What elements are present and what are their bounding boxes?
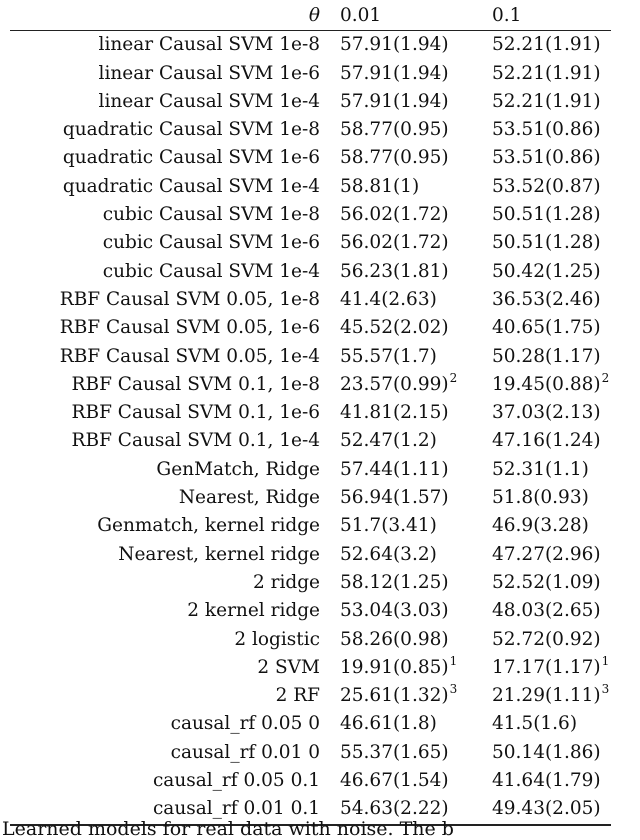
value-theta-0.01 bbox=[330, 144, 482, 172]
table-row bbox=[10, 116, 611, 144]
cell-value: 50.42(1.25) bbox=[492, 260, 601, 282]
cell-value: 46.9(3.28) bbox=[492, 515, 589, 537]
value-theta-0.1 bbox=[482, 654, 611, 682]
cell-value: 41.4(2.63) bbox=[340, 288, 437, 310]
cell-value: 52.47(1.2) bbox=[340, 430, 437, 452]
value-theta-0.01 bbox=[330, 258, 482, 286]
cell-value: 41.81(2.15) bbox=[340, 402, 449, 424]
column-header-0.1: 0.1 bbox=[482, 2, 611, 31]
results-table bbox=[10, 2, 611, 826]
row-method-label: cubic Causal SVM 1e-4 bbox=[102, 260, 320, 282]
table-body bbox=[10, 31, 611, 825]
value-theta-0.1 bbox=[482, 427, 611, 455]
cell-value: 57.91(1.94) bbox=[340, 34, 449, 56]
table-row bbox=[10, 60, 611, 88]
cell-value: 23.57(0.99) bbox=[340, 373, 449, 395]
row-method-label: RBF Causal SVM 0.1, 1e-4 bbox=[71, 430, 320, 452]
value-theta-0.1 bbox=[482, 314, 611, 342]
table-row bbox=[10, 88, 611, 116]
cell-value: 58.12(1.25) bbox=[340, 571, 449, 593]
row-method-label: RBF Causal SVM 0.05, 1e-6 bbox=[59, 317, 320, 339]
value-theta-0.01 bbox=[330, 569, 482, 597]
cell-value: 50.51(1.28) bbox=[492, 232, 601, 254]
value-theta-0.1 bbox=[482, 484, 611, 512]
cell-value: 49.43(2.05) bbox=[492, 798, 601, 820]
value-theta-0.01 bbox=[330, 371, 482, 399]
value-theta-0.01 bbox=[330, 201, 482, 229]
row-method-label: quadratic Causal SVM 1e-4 bbox=[62, 175, 320, 197]
cell-value: 58.26(0.98) bbox=[340, 628, 449, 650]
cell-value: 56.94(1.57) bbox=[340, 487, 449, 509]
value-theta-0.01 bbox=[330, 739, 482, 767]
cell-value: 55.57(1.7) bbox=[340, 345, 437, 367]
header-row bbox=[10, 2, 611, 31]
value-theta-0.01 bbox=[330, 484, 482, 512]
value-theta-0.1 bbox=[482, 710, 611, 738]
table-row bbox=[10, 710, 611, 738]
cell-value: 52.21(1.91) bbox=[492, 62, 601, 84]
cell-value: 51.8(0.93) bbox=[492, 487, 589, 509]
value-theta-0.1 bbox=[482, 682, 611, 710]
cell-value: 17.17(1.17) bbox=[492, 656, 601, 678]
row-method-label: linear Causal SVM 1e-6 bbox=[98, 62, 320, 84]
row-method-label: linear Causal SVM 1e-4 bbox=[98, 90, 320, 112]
value-theta-0.01 bbox=[330, 427, 482, 455]
footnote-marker: 1 bbox=[601, 653, 610, 668]
value-theta-0.1 bbox=[482, 60, 611, 88]
cell-value: 19.91(0.85) bbox=[340, 656, 449, 678]
cell-value: 53.52(0.87) bbox=[492, 175, 601, 197]
row-method-label: cubic Causal SVM 1e-6 bbox=[102, 232, 320, 254]
cell-value: 53.51(0.86) bbox=[492, 119, 601, 141]
value-theta-0.01 bbox=[330, 173, 482, 201]
table-row bbox=[10, 541, 611, 569]
value-theta-0.01 bbox=[330, 116, 482, 144]
value-theta-0.1 bbox=[482, 371, 611, 399]
cell-value: 50.28(1.17) bbox=[492, 345, 601, 367]
value-theta-0.1 bbox=[482, 31, 611, 60]
cell-value: 52.52(1.09) bbox=[492, 571, 601, 593]
value-theta-0.1 bbox=[482, 144, 611, 172]
value-theta-0.01 bbox=[330, 541, 482, 569]
table-row bbox=[10, 31, 611, 60]
row-method-label: causal_rf 0.05 0 bbox=[170, 713, 320, 735]
value-theta-0.1 bbox=[482, 767, 611, 795]
cell-value: 46.61(1.8) bbox=[340, 713, 437, 735]
value-theta-0.01 bbox=[330, 767, 482, 795]
cell-value: 58.81(1) bbox=[340, 175, 420, 197]
cell-value: 57.44(1.11) bbox=[340, 458, 449, 480]
value-theta-0.01 bbox=[330, 314, 482, 342]
value-theta-0.1 bbox=[482, 173, 611, 201]
value-theta-0.1 bbox=[482, 229, 611, 257]
value-theta-0.1 bbox=[482, 343, 611, 371]
table-row bbox=[10, 343, 611, 371]
footnote-marker: 1 bbox=[449, 653, 458, 668]
cell-value: 36.53(2.46) bbox=[492, 288, 601, 310]
cell-value: 53.51(0.86) bbox=[492, 147, 601, 169]
value-theta-0.01 bbox=[330, 286, 482, 314]
value-theta-0.01 bbox=[330, 682, 482, 710]
table-header bbox=[10, 2, 611, 31]
cell-value: 47.16(1.24) bbox=[492, 430, 601, 452]
table-row bbox=[10, 144, 611, 172]
cell-value: 52.31(1.1) bbox=[492, 458, 589, 480]
value-theta-0.01 bbox=[330, 60, 482, 88]
row-method-label: RBF Causal SVM 0.1, 1e-6 bbox=[71, 402, 320, 424]
table-row bbox=[10, 456, 611, 484]
cell-value: 53.04(3.03) bbox=[340, 600, 449, 622]
row-method-label: RBF Causal SVM 0.05, 1e-4 bbox=[59, 345, 320, 367]
value-theta-0.01 bbox=[330, 456, 482, 484]
theta-header: θ bbox=[10, 2, 330, 31]
footnote-marker: 3 bbox=[449, 682, 458, 697]
cell-value: 21.29(1.11) bbox=[492, 685, 601, 707]
table-row bbox=[10, 767, 611, 795]
value-theta-0.1 bbox=[482, 286, 611, 314]
value-theta-0.01 bbox=[330, 626, 482, 654]
cell-value: 56.02(1.72) bbox=[340, 232, 449, 254]
cell-value: 57.91(1.94) bbox=[340, 90, 449, 112]
cell-value: 50.14(1.86) bbox=[492, 741, 601, 763]
table-row bbox=[10, 286, 611, 314]
table-row bbox=[10, 512, 611, 540]
row-method-label: causal_rf 0.01 0.1 bbox=[10, 795, 330, 824]
row-method-label: RBF Causal SVM 0.1, 1e-8 bbox=[71, 373, 320, 395]
caption-strip bbox=[0, 813, 640, 840]
table-row bbox=[10, 258, 611, 286]
cell-value: 52.21(1.91) bbox=[492, 34, 601, 56]
cell-value: 40.65(1.75) bbox=[492, 317, 601, 339]
row-method-label: 2 SVM bbox=[257, 656, 320, 678]
value-theta-0.01 bbox=[330, 654, 482, 682]
cell-value: 55.37(1.65) bbox=[340, 741, 449, 763]
cell-value: 41.64(1.79) bbox=[492, 770, 601, 792]
value-theta-0.01 bbox=[330, 88, 482, 116]
row-method-label: Nearest, kernel ridge bbox=[118, 543, 320, 565]
cell-value: 19.45(0.88) bbox=[492, 373, 601, 395]
cell-value: 47.27(2.96) bbox=[492, 543, 601, 565]
table-row bbox=[10, 427, 611, 455]
value-theta-0.1 bbox=[482, 569, 611, 597]
table-caption-fragment: Learned models for real data with noise. The b bbox=[2, 818, 454, 840]
value-theta-0.1 bbox=[482, 88, 611, 116]
cell-value: 41.5(1.6) bbox=[492, 713, 578, 735]
cell-value: 57.91(1.94) bbox=[340, 62, 449, 84]
row-method-label: quadratic Causal SVM 1e-8 bbox=[62, 119, 320, 141]
table-row bbox=[10, 739, 611, 767]
row-method-label: causal_rf 0.05 0.1 bbox=[152, 770, 320, 792]
value-theta-0.01 bbox=[330, 31, 482, 60]
table-row bbox=[10, 399, 611, 427]
value-theta-0.01 bbox=[330, 710, 482, 738]
cell-value: 45.52(2.02) bbox=[340, 317, 449, 339]
row-method-label: GenMatch, Ridge bbox=[156, 458, 320, 480]
row-method-label: 2 logistic bbox=[234, 628, 320, 650]
row-method-label: 2 RF bbox=[275, 685, 320, 707]
table-row bbox=[10, 597, 611, 625]
value-theta-0.01 bbox=[330, 399, 482, 427]
row-method-label: quadratic Causal SVM 1e-6 bbox=[62, 147, 320, 169]
value-theta-0.1 bbox=[482, 258, 611, 286]
cell-value: 48.03(2.65) bbox=[492, 600, 601, 622]
value-theta-0.1 bbox=[482, 512, 611, 540]
cell-value: 52.21(1.91) bbox=[492, 90, 601, 112]
cell-value: 51.7(3.41) bbox=[340, 515, 437, 537]
footnote-marker: 2 bbox=[601, 370, 610, 385]
value-theta-0.1 bbox=[482, 201, 611, 229]
table-row bbox=[10, 173, 611, 201]
column-header-0.01: 0.01 bbox=[330, 2, 482, 31]
table-row bbox=[10, 569, 611, 597]
cell-value: 52.72(0.92) bbox=[492, 628, 601, 650]
value-theta-0.1 bbox=[482, 739, 611, 767]
cell-value: 50.51(1.28) bbox=[492, 204, 601, 226]
table-row bbox=[10, 201, 611, 229]
table-row bbox=[10, 626, 611, 654]
table-row bbox=[10, 654, 611, 682]
row-method-label: cubic Causal SVM 1e-8 bbox=[102, 204, 320, 226]
value-theta-0.1 bbox=[482, 597, 611, 625]
cell-value: 54.63(2.22) bbox=[340, 798, 449, 820]
cell-value: 46.67(1.54) bbox=[340, 770, 449, 792]
value-theta-0.1 bbox=[482, 456, 611, 484]
cell-value: 58.77(0.95) bbox=[340, 119, 449, 141]
value-theta-0.01 bbox=[330, 597, 482, 625]
row-method-label: Nearest, Ridge bbox=[178, 487, 320, 509]
table-row bbox=[10, 371, 611, 399]
table-row bbox=[10, 229, 611, 257]
row-method-label: 2 ridge bbox=[252, 571, 320, 593]
row-method-label: Genmatch, kernel ridge bbox=[97, 515, 320, 537]
cell-value: 58.77(0.95) bbox=[340, 147, 449, 169]
row-method-label: RBF Causal SVM 0.05, 1e-8 bbox=[59, 288, 320, 310]
cell-value: 56.02(1.72) bbox=[340, 204, 449, 226]
table-row bbox=[10, 682, 611, 710]
value-theta-0.1 bbox=[482, 541, 611, 569]
cell-value: 52.64(3.2) bbox=[340, 543, 437, 565]
row-method-label: linear Causal SVM 1e-8 bbox=[98, 34, 320, 56]
value-theta-0.01 bbox=[330, 512, 482, 540]
cell-value: 25.61(1.32) bbox=[340, 685, 449, 707]
value-theta-0.1 bbox=[482, 399, 611, 427]
row-method-label: causal_rf 0.01 0 bbox=[170, 741, 320, 763]
value-theta-0.01 bbox=[330, 229, 482, 257]
footnote-marker: 2 bbox=[449, 370, 458, 385]
cell-value: 37.03(2.13) bbox=[492, 402, 601, 424]
value-theta-0.1 bbox=[482, 116, 611, 144]
value-theta-0.01 bbox=[330, 343, 482, 371]
cell-value: 56.23(1.81) bbox=[340, 260, 449, 282]
value-theta-0.1 bbox=[482, 626, 611, 654]
table-row bbox=[10, 314, 611, 342]
row-method-label: 2 kernel ridge bbox=[187, 600, 320, 622]
footnote-marker: 3 bbox=[601, 682, 610, 697]
table-row bbox=[10, 484, 611, 512]
